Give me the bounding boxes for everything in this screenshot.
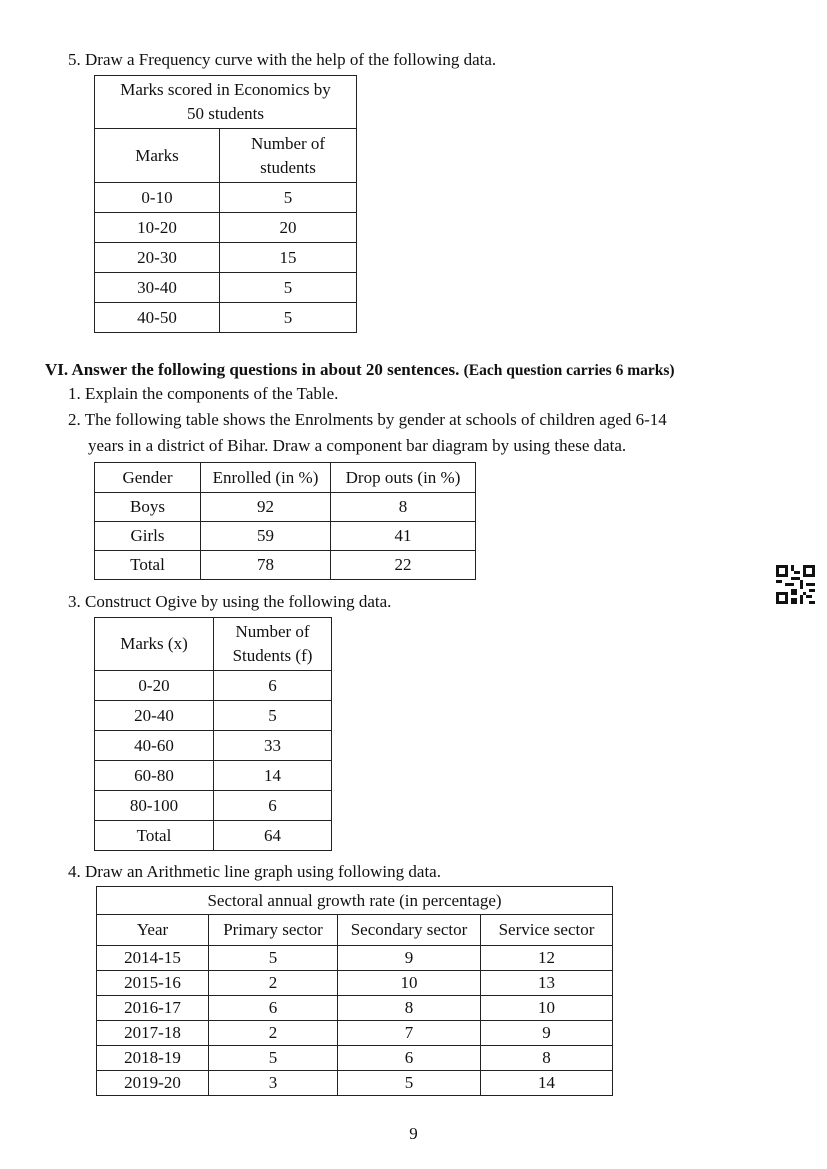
question-5-text: 5. Draw a Frequency curve with the help of the following data. [68, 50, 497, 69]
q3-cell: 5 [214, 701, 332, 731]
q3-cell: 40-60 [95, 731, 214, 761]
table-row [97, 971, 613, 996]
table-row [95, 791, 332, 821]
q2-table [94, 462, 476, 580]
section-heading [45, 360, 675, 380]
q5-header-students-line2: students [260, 157, 316, 177]
q5-caption-line2: 50 students [187, 104, 264, 123]
table-row [97, 1021, 613, 1046]
q4-cell: 3 [209, 1071, 338, 1096]
q2-header-dropouts: Drop outs (in %) [331, 463, 476, 493]
q4-cell: 2015-16 [97, 971, 209, 996]
q3-cell: 80-100 [95, 791, 214, 821]
q4-cell: 6 [338, 1046, 481, 1071]
q3-header-students-line2: Students (f) [232, 646, 313, 665]
q3-cell: 14 [214, 761, 332, 791]
q3-cell: 6 [214, 791, 332, 821]
q5-cell: 15 [220, 243, 357, 273]
table-row [97, 1046, 613, 1071]
q3-header-students [214, 618, 332, 671]
table-row [95, 243, 357, 273]
q2-cell: Total [95, 551, 201, 580]
q4-cell: 2017-18 [97, 1021, 209, 1046]
q3-cell: 0-20 [95, 671, 214, 701]
q4-cell: 8 [338, 996, 481, 1021]
q2-cell: Girls [95, 522, 201, 551]
q3-cell: 60-80 [95, 761, 214, 791]
table-row [95, 731, 332, 761]
table-row [95, 522, 476, 551]
table-row [95, 213, 357, 243]
q5-cell: 20 [220, 213, 357, 243]
q4-header-year: Year [97, 915, 209, 946]
question-1-text: 1. Explain the components of the Table. [68, 384, 339, 403]
q4-cell: 6 [209, 996, 338, 1021]
q4-cell: 2 [209, 1021, 338, 1046]
table-row [97, 1071, 613, 1096]
q4-cell: 13 [481, 971, 613, 996]
q4-header-secondary: Secondary sector [338, 915, 481, 946]
q4-cell: 12 [481, 946, 613, 971]
q5-table [94, 75, 357, 333]
question-4-text: 4. Draw an Arithmetic line graph using following data. [68, 862, 441, 881]
q2-header-enrolled: Enrolled (in %) [201, 463, 331, 493]
table-row [97, 946, 613, 971]
table-row [95, 701, 332, 731]
q4-cell: 5 [209, 946, 338, 971]
table-row [97, 996, 613, 1021]
q2-cell: 78 [201, 551, 331, 580]
q5-cell: 0-10 [95, 183, 220, 213]
q5-cell: 30-40 [95, 273, 220, 303]
q2-cell: 22 [331, 551, 476, 580]
q5-header-marks: Marks [95, 129, 220, 183]
q5-header-students-line1: Number of [250, 133, 326, 153]
question-2-line2: years in a district of Bihar. Draw a component bar diagram by using these data. [88, 436, 627, 455]
q2-cell: 59 [201, 522, 331, 551]
section-title: VI. Answer the following questions in about 20 sentences. [45, 360, 460, 379]
q5-cell: 5 [220, 273, 357, 303]
q4-cell: 2016-17 [97, 996, 209, 1021]
table-row [95, 493, 476, 522]
question-3-text: 3. Construct Ogive by using the following data. [68, 592, 392, 611]
q5-cell: 40-50 [95, 303, 220, 333]
q4-header-service: Service sector [481, 915, 613, 946]
q4-cell: 9 [481, 1021, 613, 1046]
q2-cell: Boys [95, 493, 201, 522]
table-row [95, 821, 332, 851]
q4-header-primary: Primary sector [209, 915, 338, 946]
table-row [95, 551, 476, 580]
q2-cell: 41 [331, 522, 476, 551]
q4-cell: 10 [481, 996, 613, 1021]
q5-header-students [220, 129, 357, 183]
q4-cell: 2 [209, 971, 338, 996]
q3-cell: 6 [214, 671, 332, 701]
q3-cell: 20-40 [95, 701, 214, 731]
q5-cell: 20-30 [95, 243, 220, 273]
q5-cell: 10-20 [95, 213, 220, 243]
section-note: (Each question carries 6 marks) [463, 362, 675, 379]
q4-cell: 5 [338, 1071, 481, 1096]
q4-cell: 14 [481, 1071, 613, 1096]
page-number: 9 [409, 1124, 418, 1143]
q3-table [94, 617, 332, 851]
q5-caption-line1: Marks scored in Economics by [120, 80, 331, 99]
table-row [95, 183, 357, 213]
q3-cell: 33 [214, 731, 332, 761]
q5-cell: 5 [220, 183, 357, 213]
q2-cell: 92 [201, 493, 331, 522]
question-2-line1: 2. The following table shows the Enrolments by gender at schools of children aged 6-14 [68, 410, 667, 429]
q4-cell: 10 [338, 971, 481, 996]
q2-header-gender: Gender [95, 463, 201, 493]
q4-cell: 2019-20 [97, 1071, 209, 1096]
q4-table [96, 886, 613, 1096]
q3-cell: Total [95, 821, 214, 851]
table-row [95, 273, 357, 303]
q4-cell: 2014-15 [97, 946, 209, 971]
q3-cell: 64 [214, 821, 332, 851]
q4-cell: 5 [209, 1046, 338, 1071]
q4-cell: 8 [481, 1046, 613, 1071]
q2-cell: 8 [331, 493, 476, 522]
table-row [95, 761, 332, 791]
q3-header-students-line1: Number of [235, 622, 310, 641]
q4-cell: 7 [338, 1021, 481, 1046]
q3-header-marks: Marks (x) [95, 618, 214, 671]
table-row [95, 303, 357, 333]
qr-code-icon [776, 565, 815, 604]
q5-caption [95, 76, 357, 129]
table-row [95, 671, 332, 701]
q4-caption: Sectoral annual growth rate (in percentage) [97, 887, 613, 915]
q4-cell: 9 [338, 946, 481, 971]
q5-cell: 5 [220, 303, 357, 333]
q4-cell: 2018-19 [97, 1046, 209, 1071]
